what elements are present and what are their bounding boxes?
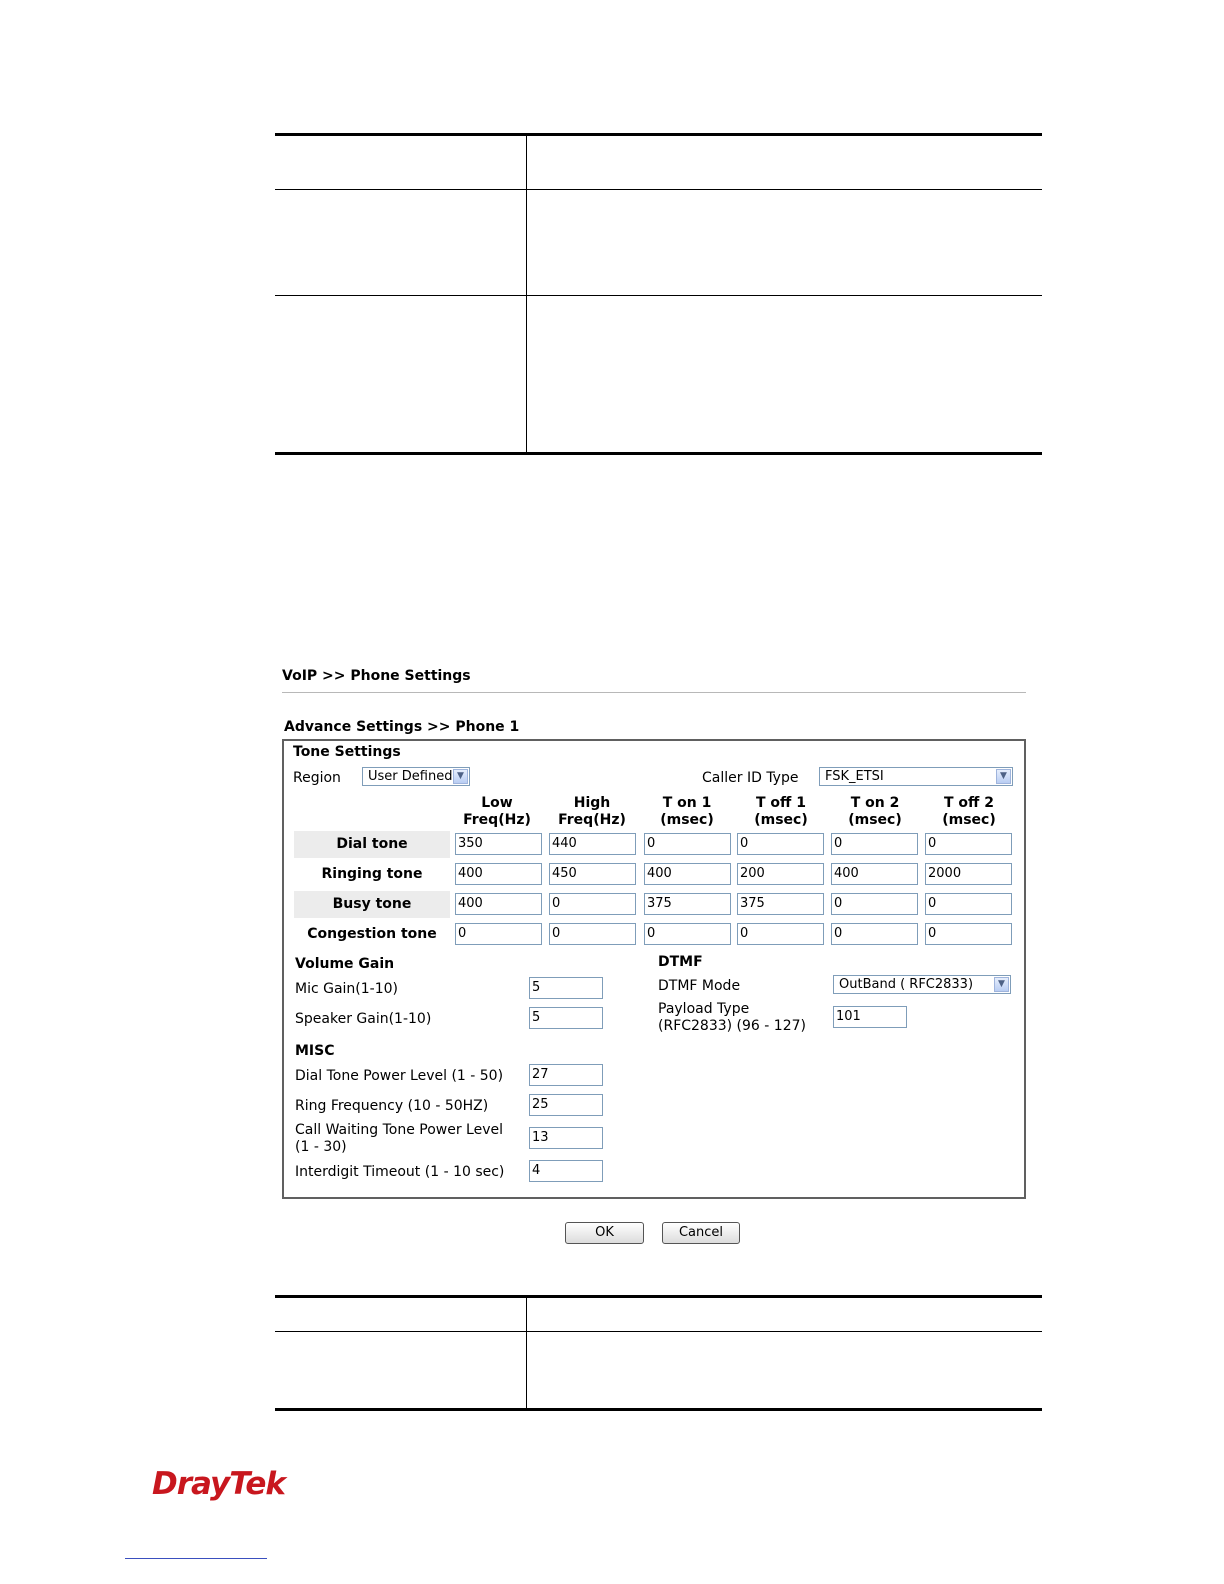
interdigit-timeout-label: Interdigit Timeout (1 - 10 sec) xyxy=(295,1164,505,1180)
ringing-tone-low-freq-input[interactable]: 400 xyxy=(455,863,542,885)
ringing-tone-t-off-1-input[interactable]: 200 xyxy=(737,863,824,885)
chevron-down-icon: ▼ xyxy=(996,769,1011,784)
settings-panel xyxy=(282,739,1026,1199)
busy-tone-t-on-2-input[interactable]: 0 xyxy=(831,893,918,915)
dial-tone-power-label: Dial Tone Power Level (1 - 50) xyxy=(295,1068,504,1084)
chevron-down-icon: ▼ xyxy=(994,977,1009,992)
busy-tone-low-freq-input[interactable]: 400 xyxy=(455,893,542,915)
region-label: Region xyxy=(293,770,341,786)
table-cell xyxy=(275,1297,527,1332)
dtmf-mode-select[interactable] xyxy=(833,975,1011,994)
tone-settings-title: Tone Settings xyxy=(293,744,401,760)
breadcrumb: VoIP >> Phone Settings xyxy=(282,668,471,684)
ringing-tone-t-on-2-input[interactable]: 400 xyxy=(831,863,918,885)
table-cell xyxy=(527,1332,1043,1410)
ringing-tone-high-freq-input[interactable]: 450 xyxy=(549,863,636,885)
call-waiting-power-input[interactable]: 13 xyxy=(529,1127,603,1149)
footer-divider xyxy=(125,1558,267,1559)
dtmf-mode-value: OutBand ( RFC2833) xyxy=(839,977,974,992)
table-cell xyxy=(527,1297,1043,1332)
row-label-ringing-tone: Ringing tone xyxy=(321,866,423,882)
table-cell xyxy=(275,135,527,190)
busy-tone-high-freq-input[interactable]: 0 xyxy=(549,893,636,915)
congestion-tone-t-on-1-input[interactable]: 0 xyxy=(644,923,731,945)
col-header-low-freq: Low Freq(Hz) xyxy=(463,795,531,828)
dial-tone-high-freq-input[interactable]: 440 xyxy=(549,833,636,855)
region-value: User Defined xyxy=(368,769,453,784)
ring-frequency-label: Ring Frequency (10 - 50HZ) xyxy=(295,1098,489,1114)
draytek-logo: DrayTek xyxy=(152,1466,285,1502)
table-cell xyxy=(275,190,527,296)
table-cell xyxy=(527,190,1043,296)
busy-tone-t-off-1-input[interactable]: 375 xyxy=(737,893,824,915)
col-header-t-on-2: T on 2 (msec) xyxy=(848,795,902,828)
busy-tone-t-off-2-input[interactable]: 0 xyxy=(925,893,1012,915)
speaker-gain-input[interactable]: 5 xyxy=(529,1007,603,1029)
chevron-down-icon: ▼ xyxy=(453,769,468,784)
dial-tone-t-on-1-input[interactable]: 0 xyxy=(644,833,731,855)
dial-tone-t-off-1-input[interactable]: 0 xyxy=(737,833,824,855)
col-header-t-on-1: T on 1 (msec) xyxy=(660,795,714,828)
top-doc-table xyxy=(275,133,1042,455)
col-header-t-off-2: T off 2 (msec) xyxy=(942,795,996,828)
volume-gain-title: Volume Gain xyxy=(295,956,395,972)
congestion-tone-t-on-2-input[interactable]: 0 xyxy=(831,923,918,945)
region-select[interactable] xyxy=(362,767,470,786)
table-cell xyxy=(527,296,1043,454)
ringing-tone-t-off-2-input[interactable]: 2000 xyxy=(925,863,1012,885)
interdigit-timeout-input[interactable]: 4 xyxy=(529,1160,603,1182)
row-label-busy-tone: Busy tone xyxy=(294,891,450,918)
congestion-tone-t-off-1-input[interactable]: 0 xyxy=(737,923,824,945)
misc-title: MISC xyxy=(295,1043,335,1059)
congestion-tone-low-freq-input[interactable]: 0 xyxy=(455,923,542,945)
busy-tone-t-on-1-input[interactable]: 375 xyxy=(644,893,731,915)
col-header-t-off-1: T off 1 (msec) xyxy=(754,795,808,828)
dial-tone-t-off-2-input[interactable]: 0 xyxy=(925,833,1012,855)
payload-type-range-label: (RFC2833) (96 - 127) xyxy=(658,1018,806,1034)
congestion-tone-high-freq-input[interactable]: 0 xyxy=(549,923,636,945)
col-header-high-freq: High Freq(Hz) xyxy=(558,795,626,828)
mic-gain-label: Mic Gain(1-10) xyxy=(295,981,399,997)
payload-type-input[interactable]: 101 xyxy=(833,1006,907,1028)
ringing-tone-t-on-1-input[interactable]: 400 xyxy=(644,863,731,885)
table-cell xyxy=(275,296,527,454)
call-waiting-power-label: Call Waiting Tone Power Level xyxy=(295,1122,503,1138)
caller-id-value: FSK_ETSI xyxy=(825,769,884,784)
row-label-dial-tone: Dial tone xyxy=(294,831,450,858)
table-cell xyxy=(275,1332,527,1410)
divider xyxy=(282,692,1026,693)
speaker-gain-label: Speaker Gain(1-10) xyxy=(295,1011,432,1027)
bottom-doc-table xyxy=(275,1295,1042,1411)
dial-tone-low-freq-input[interactable]: 350 xyxy=(455,833,542,855)
row-label-congestion-tone: Congestion tone xyxy=(307,926,437,942)
call-waiting-range-label: (1 - 30) xyxy=(295,1139,347,1155)
ring-frequency-input[interactable]: 25 xyxy=(529,1094,603,1116)
caller-id-select[interactable] xyxy=(819,767,1013,786)
cancel-button[interactable]: Cancel xyxy=(662,1222,740,1244)
mic-gain-input[interactable]: 5 xyxy=(529,977,603,999)
caller-id-label: Caller ID Type xyxy=(702,770,799,786)
table-cell xyxy=(527,135,1043,190)
dial-tone-power-input[interactable]: 27 xyxy=(529,1064,603,1086)
dtmf-title: DTMF xyxy=(658,954,703,970)
dial-tone-t-on-2-input[interactable]: 0 xyxy=(831,833,918,855)
payload-type-label: Payload Type xyxy=(658,1001,750,1017)
page-title: Advance Settings >> Phone 1 xyxy=(284,719,520,735)
dtmf-mode-label: DTMF Mode xyxy=(658,978,741,994)
ok-button[interactable]: OK xyxy=(565,1222,644,1244)
congestion-tone-t-off-2-input[interactable]: 0 xyxy=(925,923,1012,945)
